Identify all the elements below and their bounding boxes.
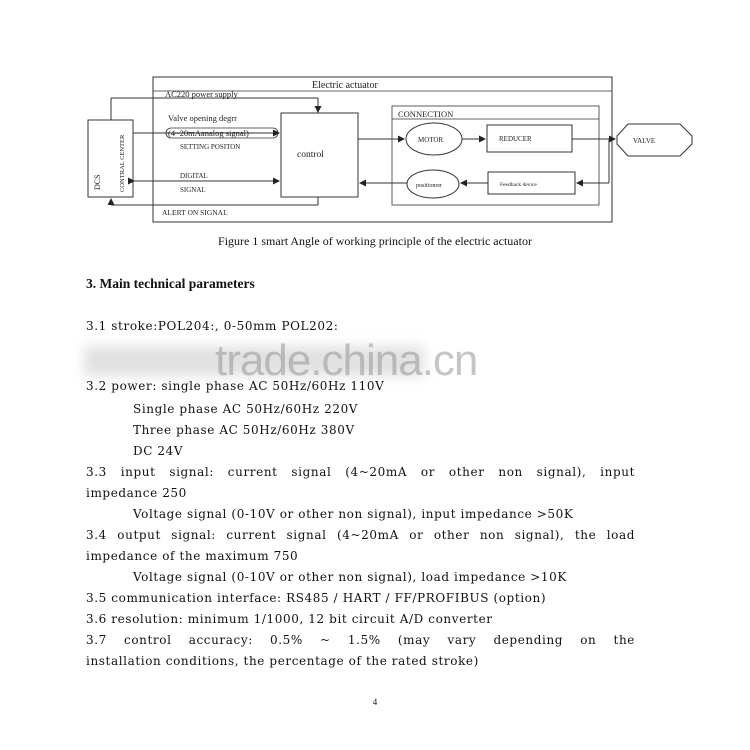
connection-box	[392, 106, 599, 205]
param-resolution: 3.6 resolution: minimum 1/1000, 12 bit circuit A/D converter	[86, 612, 493, 626]
param-power: 3.2 power: single phase AC 50Hz/60Hz 110V	[86, 379, 385, 393]
actuator-diagram	[0, 0, 750, 232]
watermark: trade.china.cn	[215, 336, 478, 385]
dcs-label: DCS	[93, 174, 102, 190]
power-supply-label: AC220 power supply	[165, 89, 238, 99]
param-accuracy: 3.7 control accuracy: 0.5% ~ 1.5% (may vary depending on the	[86, 633, 635, 647]
param-input-impedance: impedance 250	[86, 486, 187, 500]
figure-caption: Figure 1 smart Angle of working principle of the electric actuator	[218, 234, 532, 248]
param-accuracy-note: installation conditions, the percentage of the rated stroke)	[86, 654, 479, 668]
param-power-220: Single phase AC 50Hz/60Hz 220V	[133, 402, 359, 416]
param-output-impedance: impedance of the maximum 750	[86, 549, 299, 563]
param-output-voltage: Voltage signal (0-10V or other non signal), load impedance >10K	[133, 570, 567, 584]
valve-label: VALVE	[633, 137, 656, 145]
param-communication: 3.5 communication interface: RS485 / HART / FF/PROFIBUS (option)	[86, 591, 547, 605]
motor-label: MOTOR	[418, 136, 444, 144]
analog-signal-label: (4~20mAanalog signal)	[168, 128, 249, 138]
reducer-label: REDUCER	[499, 135, 532, 143]
connection-label: CONNECTION	[398, 109, 454, 119]
digital-label: DIGITAL	[180, 172, 208, 180]
signal-label: SIGNAL	[180, 186, 206, 194]
param-input-voltage: Voltage signal (0-10V or other non signal), input impedance >50K	[133, 507, 574, 521]
page-number: 4	[372, 697, 378, 707]
feedback-label: Feedback device	[500, 182, 537, 188]
control-label: control	[297, 150, 324, 160]
setting-position-label: SETTING POSITON	[180, 143, 241, 151]
param-output-signal: 3.4 output signal: current signal (4~20mA or other non signal), the load	[86, 528, 635, 542]
param-power-dc: DC 24V	[133, 444, 184, 458]
positioner-label: positionrer	[416, 183, 442, 189]
section-heading: 3. Main technical parameters	[86, 276, 255, 291]
param-input-signal: 3.3 input signal: current signal (4~20mA or other non signal), input	[86, 465, 635, 479]
central-center-label: CONTRAL CENTER	[119, 134, 126, 192]
param-stroke: 3.1 stroke:POL204:, 0-50mm POL202:	[86, 319, 339, 333]
actuator-title: Electric actuator	[312, 80, 378, 91]
valve-opening-label: Valve opening degrr	[168, 113, 237, 123]
param-power-380: Three phase AC 50Hz/60Hz 380V	[133, 423, 355, 437]
alert-label: ALERT ON SIGNAL	[162, 208, 228, 217]
